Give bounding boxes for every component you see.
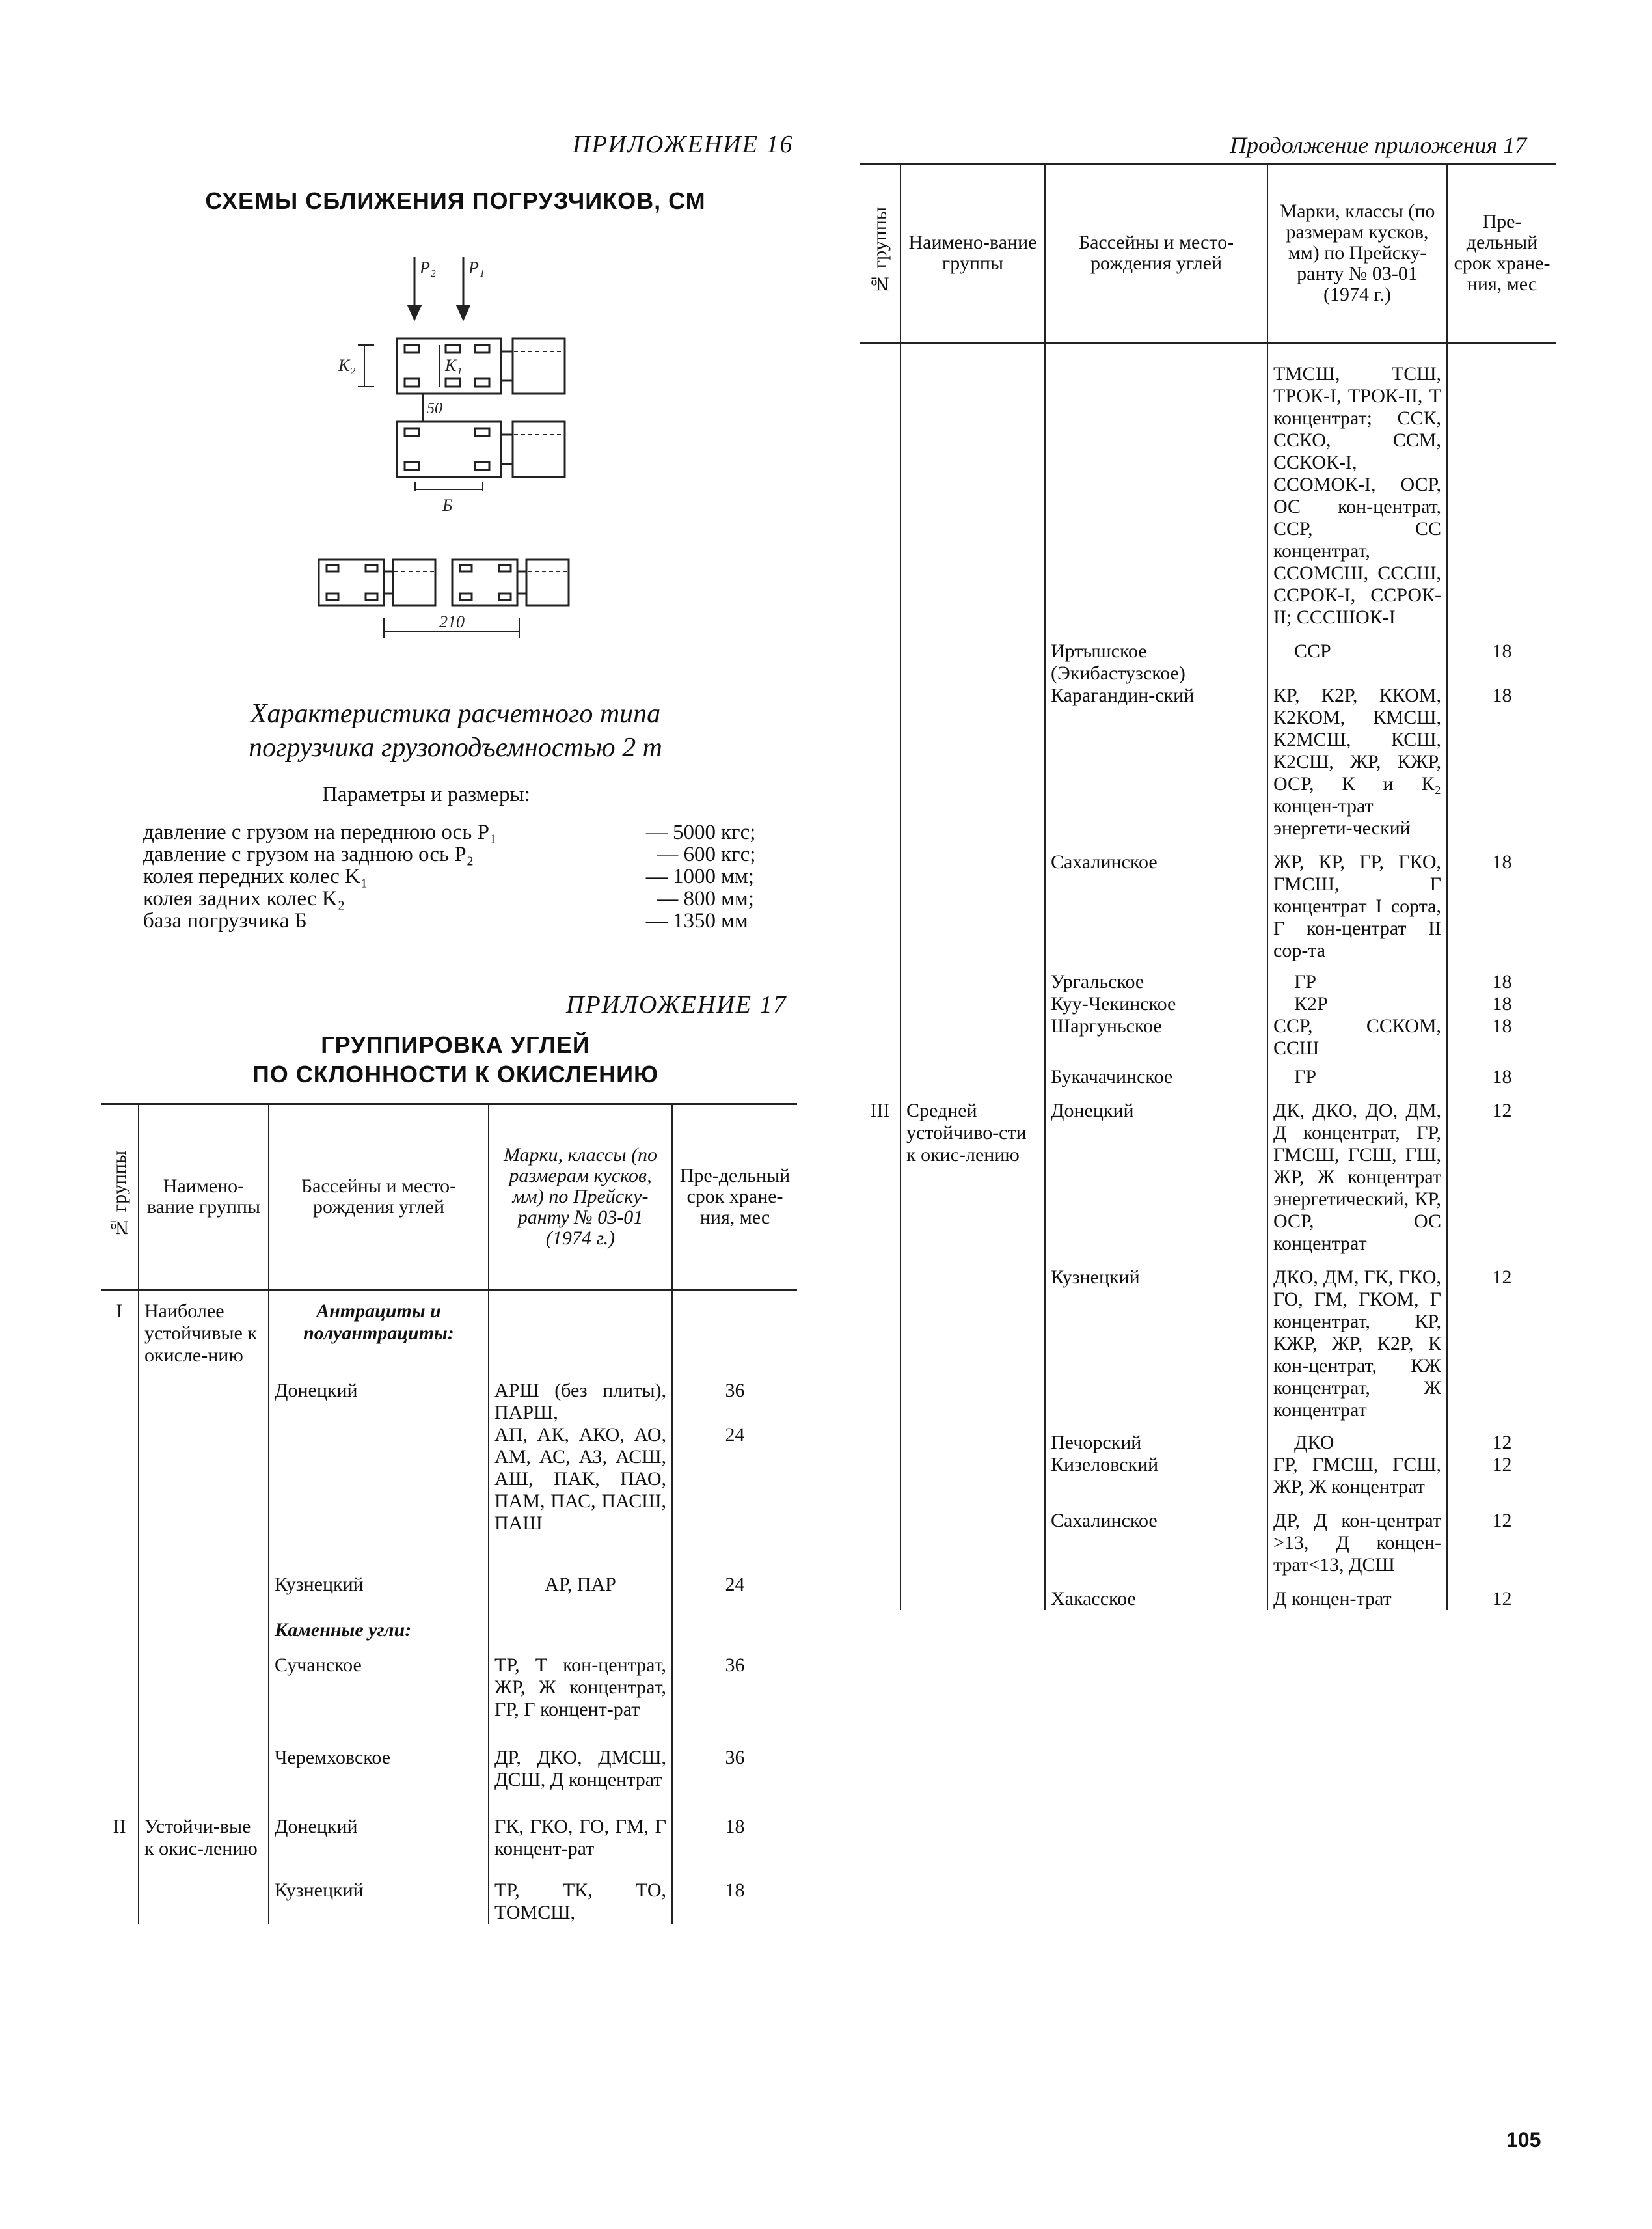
basin-cell: Кизеловский [1045,1454,1267,1498]
param-name: колея передних колес K₁ [143,865,368,888]
header-group-name: Наимено-вание группы [900,164,1045,343]
table-row [860,629,1556,685]
grades-cell: АР, ПАР [489,1535,672,1606]
param-unit: мм; [721,865,754,888]
storage-cell: 18 [1447,993,1556,1015]
grades-cell: ССР, ССКОМ, ССШ [1267,1015,1447,1060]
table-row [101,1290,797,1367]
param-name: давление с грузом на переднюю ось P₁ [143,821,497,844]
basin-cell: Черемховское [269,1721,489,1791]
storage-cell: 18 [1447,962,1556,993]
k1-label: K₁ [445,356,463,375]
basin-cell: Донецкий [269,1791,489,1860]
storage-cell: 36 [672,1721,797,1791]
grades-cell: ДР, Д кон-центрат >13, Д концен-трат<13, ДСШ [1267,1498,1447,1576]
group-number: III [860,1088,900,1255]
table-row [860,1498,1556,1576]
table-row [101,1606,797,1641]
loader-approach-diagram [312,254,612,657]
group-number: I [101,1290,139,1367]
header-group-number: № группы [101,1104,139,1290]
param-row [143,843,779,866]
param-row [143,910,779,932]
basin-cell: Кузнецкий [269,1860,489,1924]
appendix-17-title-line2: ПО СКЛОННОСТИ К ОКИСЛЕНИЮ [252,1061,659,1087]
storage-cell: 18 [1447,1015,1556,1060]
table-row [101,1791,797,1860]
param-row [143,866,779,888]
basin-cell: Сахалинское [1045,840,1267,962]
header-grades: Марки, классы (по размерам кусков, мм) по Прейску-ранту № 03-01 (1974 г.) [1267,164,1447,343]
header-basins: Бассейны и место-рождения углей [269,1104,489,1290]
dim-50-label: 50 [427,400,442,417]
header-storage-term: Пре-дельный срок хране-ния, мес [1447,164,1556,343]
basin-cell: Куу-Чекинское [1045,993,1267,1015]
p2-label: P₂ [420,258,436,277]
param-unit: мм [721,909,748,933]
param-value: — 800 [657,887,716,910]
grades-cell: ДК, ДКО, ДО, ДМ, Д концентрат, ГР, ГМСШ, ГСШ, ГШ, ЖР, Ж концентрат энергетический, КР, ОСР, ОС концентрат [1267,1088,1447,1255]
storage-cell: 24 [672,1424,797,1535]
table-row [860,1255,1556,1421]
k2-label: K₂ [338,356,356,375]
param-name: колея задних колес K₂ [143,887,345,910]
table-row [860,1015,1556,1060]
coal-grouping-table [101,1103,797,1924]
table-row [860,685,1556,840]
appendix-17-title-line1: ГРУППИРОВКА УГЛЕЙ [321,1032,590,1058]
table-row [101,1424,797,1535]
grades-cell: АРШ (без плиты), ПАРШ, [489,1367,672,1424]
storage-cell: 18 [672,1791,797,1860]
table-row [860,840,1556,962]
grades-cell: ДР, ДКО, ДМСШ, ДСШ, Д концентрат [489,1721,672,1791]
category-label: Каменные угли: [269,1606,489,1641]
table-row [860,993,1556,1015]
param-row [143,821,779,843]
basin-cell: Ургальское [1045,962,1267,993]
grades-cell: ТР, ТК, ТО, ТОМСШ, [489,1860,672,1924]
param-unit: кгс; [721,843,756,866]
params-heading: Параметры и размеры: [322,783,530,806]
b-label: Б [442,496,453,515]
table-row [101,1367,797,1424]
table-row [860,1454,1556,1498]
grades-cell: К2Р [1267,993,1447,1015]
grades-cell: ЖР, КР, ГР, ГКО, ГМСШ, Г концентрат I сорта, Г кон-центрат II сор-та [1267,840,1447,962]
loader-subtitle-line1: Характеристика расчетного типа [250,699,661,729]
param-unit: кгс; [721,821,756,844]
grades-cell: АП, АК, АКО, АО, АМ, АС, АЗ, АСШ, АШ, ПАК, ПАО, ПАМ, ПАС, ПАСШ, ПАШ [489,1424,672,1535]
grades-cell: ССР [1267,629,1447,685]
table-row [101,1860,797,1924]
storage-cell: 18 [1447,629,1556,685]
param-unit: мм; [721,887,754,910]
basin-cell: Кузнецкий [1045,1255,1267,1421]
table-header-row [101,1104,797,1290]
basin-cell: Сахалинское [1045,1498,1267,1576]
table-row [860,1088,1556,1255]
table-row [101,1535,797,1606]
grades-cell: ТР, Т кон-центрат, ЖР, Ж концентрат, ГР, Г концент-рат [489,1641,672,1721]
appendix-16-title: СХЕМЫ СБЛИЖЕНИЯ ПОГРУЗЧИКОВ, СМ [205,187,706,214]
table-row [860,343,1556,629]
basin-cell: Печорский [1045,1421,1267,1454]
storage-cell: 12 [1447,1576,1556,1610]
param-value: — 1350 [645,909,716,933]
basin-cell: Сучанское [269,1641,489,1721]
params-list [143,821,779,932]
group-name: Устойчи-вые к окис-лению [139,1791,269,1860]
header-basins: Бассейны и место-рождения углей [1045,164,1267,343]
basin-cell: Донецкий [269,1367,489,1424]
storage-cell: 12 [1447,1454,1556,1498]
storage-cell: 24 [672,1535,797,1606]
grades-cell: ДКО, ДМ, ГК, ГКО, ГО, ГМ, ГКОМ, Г концентрат, КР, КЖР, ЖР, К2Р, К кон-центрат, КЖ концентрат, Ж концентрат [1267,1255,1447,1421]
table-row [860,1060,1556,1088]
storage-cell: 18 [672,1860,797,1924]
header-group-name: Наимено-вание группы [139,1104,269,1290]
storage-cell: 12 [1447,1498,1556,1576]
grades-cell: КР, К2Р, ККОМ, К2КОМ, КМСШ, К2МСШ, КСШ, К2СШ, ЖР, КЖР, ОСР, К и К₂ концен-трат энергети-ческий [1267,685,1447,840]
grades-cell: ГР [1267,1060,1447,1088]
appendix-17-label: ПРИЛОЖЕНИЕ 17 [566,991,787,1019]
table-row [101,1721,797,1791]
storage-cell: 12 [1447,1088,1556,1255]
loader-subtitle-line2: погрузчика грузоподъемностью 2 т [249,733,662,763]
table-row [101,1641,797,1721]
basin-cell: Букачачинское [1045,1060,1267,1088]
group-number: II [101,1791,139,1860]
param-row [143,888,779,910]
storage-cell: 18 [1447,1060,1556,1088]
category-label: Антрациты и полуантрациты: [269,1290,489,1367]
storage-cell: 12 [1447,1421,1556,1454]
grades-cell: ГР [1267,962,1447,993]
basin-cell: Карагандин-ский [1045,685,1267,840]
table-header-row [860,164,1556,343]
grades-cell: ГК, ГКО, ГО, ГМ, Г концент-рат [489,1791,672,1860]
grades-cell: Д концен-трат [1267,1576,1447,1610]
appendix-16-label: ПРИЛОЖЕНИЕ 16 [573,131,794,158]
param-value: — 1000 [645,865,716,888]
group-name: Наиболее устойчивые к окисле-нию [139,1290,269,1367]
basin-cell: Хакасское [1045,1576,1267,1610]
grades-cell: ДКО [1267,1421,1447,1454]
grades-cell: ГР, ГМСШ, ГСШ, ЖР, Ж концентрат [1267,1454,1447,1498]
basin-cell: Иртышское (Экибастузское) [1045,629,1267,685]
param-value: — 600 [657,843,716,866]
group-name: Средней устойчиво-сти к окис-лению [900,1088,1045,1255]
storage-cell: 18 [1447,685,1556,840]
header-grades: Марки, классы (по размерам кусков, мм) по Прейску-ранту № 03-01 (1974 г.) [489,1104,672,1290]
continuation-label: Продолжение приложения 17 [1230,132,1527,158]
param-value: — 5000 [645,821,716,844]
basin-cell: Шаргуньское [1045,1015,1267,1060]
header-group-number: № группы [860,164,900,343]
storage-cell: 36 [672,1367,797,1424]
storage-cell: 12 [1447,1255,1556,1421]
storage-cell: 18 [1447,840,1556,962]
grades-cell: ТМСШ, ТСШ, ТРОК-I, ТРОК-II, Т концентрат; ССК, ССКО, ССМ, ССКОК-I, ССОМОК-I, ОСР, ОС кон-центрат, ССР, СС концентрат, ССОМСШ, СССШ, ССРОК-I, ССРОК-II; СССШОК-I [1267,343,1447,629]
basin-cell: Донецкий [1045,1088,1267,1255]
param-name: база погрузчика Б [143,909,307,933]
header-storage-term: Пре-дельный срок хране-ния, мес [672,1104,797,1290]
table-row [860,1576,1556,1610]
page-number: 105 [1506,2128,1541,2152]
dim-210-label: 210 [439,612,465,631]
basin-cell: Кузнецкий [269,1535,489,1606]
p1-label: P₁ [468,258,485,277]
param-name: давление с грузом на заднюю ось P₂ [143,843,474,866]
coal-grouping-table-continued [860,163,1556,1610]
table-row [860,1421,1556,1454]
storage-cell: 36 [672,1641,797,1721]
table-row [860,962,1556,993]
